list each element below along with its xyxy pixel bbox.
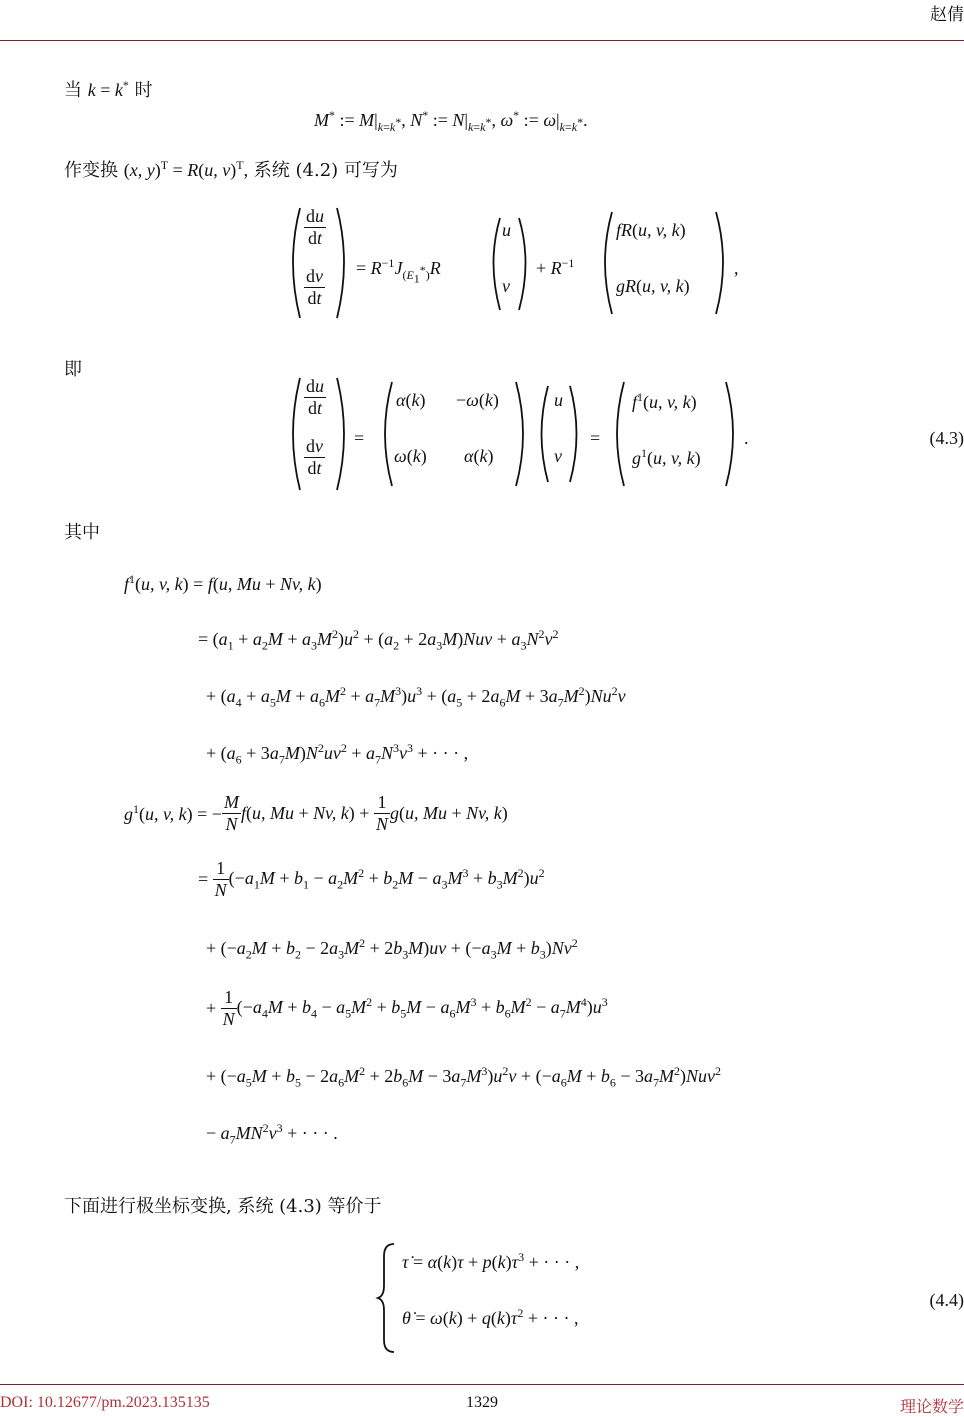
when-time-word: 时: [135, 80, 153, 101]
polar-transform-line: 下面进行极坐标变换, 系统 (4.3) 等价于: [64, 1192, 382, 1218]
g1-line-2: = $\frac{1}{N}$ $(-a_1M + b_1 - a_2M^2 + b_2M - a_3M^3 + b_3M^2)u^2$: [198, 858, 545, 901]
vec-v: v: [502, 276, 510, 297]
author-name: 赵倩: [930, 0, 964, 25]
equation-number-43: (4.3): [930, 428, 964, 449]
f1-uvk: $f^1(u$, v, k): [632, 390, 697, 413]
footer-rule: [0, 1384, 964, 1385]
transform-line: 作变换 (x, y)$^T$ = R(u, v)$^T$, 系统 (4.2) 可写为: [64, 156, 398, 182]
alpha-k-11: α(k): [396, 390, 425, 411]
equals-43a: =: [354, 428, 364, 449]
dv-dt: $\frac{dv}{dt}$: [304, 266, 325, 309]
where-word: 其中: [64, 518, 100, 544]
matrix-equation-1-brackets: [0, 200, 964, 340]
theta-equation: θ̇ = $\omega(k) + q(k)\tau^2$ + · · · ,: [402, 1306, 578, 1329]
tau-equation: τ̇ = $\alpha(k)\tau + p(k)\tau^3$ + · · · ,: [402, 1250, 579, 1273]
minus-omega-k-12: −ω(k): [456, 390, 499, 411]
alpha-k-22: α(k): [464, 446, 493, 467]
journal-name[interactable]: 理论数学: [900, 1394, 964, 1417]
vec-u-43: u: [554, 390, 563, 411]
plus-rinv: + $R^{-1}$: [536, 256, 574, 279]
f1-line-4: + $(a_6 + 3a_7M)N^2uv^2 + a_7N^3v^3$ + · · · ,: [206, 741, 468, 768]
omega-k-21: ω(k): [394, 446, 427, 467]
namely-word: 即: [64, 355, 82, 381]
equation-number-44: (4.4): [930, 1290, 964, 1311]
rinv-jacobian: = $R^{-1}J_{(E_1^*)}R$: [356, 256, 441, 286]
star-definitions: M* := $M|_{k=k^*}$, N* := $N|_{k=k^*}$, ω* := $\omega|_{k=k^*}$.: [314, 108, 588, 135]
g1-uvk: $g^1(u$, v, k): [632, 446, 701, 469]
vec-u: u: [502, 220, 511, 241]
f1-line-3: + $(a_4 + a_5M + a_6M^2 + a_7M^3)u^3 + (a_5 + 2a_6M + 3a_7M^2)Nu^2v$: [206, 684, 626, 711]
dv-dt-43: $\frac{dv}{dt}$: [304, 436, 325, 479]
du-dt: $\frac{du}{dt}$: [304, 206, 326, 249]
gR: gR(u, v, k): [616, 276, 690, 297]
vec-v-43: v: [554, 446, 562, 467]
equals-43b: =: [590, 428, 600, 449]
f1-line-2: = $(a_1 + a_2M + a_3M^2)u^2 + (a_2 + 2a_3M)Nuv + a_3N^2v^2$: [198, 627, 558, 654]
g1-line-3: + $(-a_2M + b_2 - 2a_3M^2 + 2b_3M)uv + (-a_3M + b_3)Nv^2$: [206, 936, 578, 963]
g1-line-1: $g^1(u$, v, k) = − $\frac{M}{N}$ f(u, Mu + Nv, k) + $\frac{1}{N}$ g(u, Mu + Nv, k): [124, 792, 508, 835]
g1-line-5: + $(-a_5M + b_5 - 2a_6M^2 + 2b_6M - 3a_7M^3)u^2v + (-a_6M + b_6 - 3a_7M^2)Nuv^2$: [206, 1064, 721, 1091]
period-43: .: [744, 428, 749, 449]
header-rule: [0, 40, 964, 41]
comma: ,: [734, 258, 739, 279]
when-word: 当: [64, 80, 82, 101]
du-dt-43: $\frac{du}{dt}$: [304, 376, 326, 419]
g1-line-4: + $\frac{1}{N}$ $(-a_4M + b_4 - a_5M^2 + b_5M - a_6M^3 + b_6M^2 - a_7M^4)u^3$: [206, 987, 608, 1030]
g1-line-6: − $a_7MN^2v^3$ + · · · .: [206, 1121, 338, 1148]
page-number: 1329: [466, 1394, 498, 1412]
f1-line-1: $f^1(u$, v, k) = f(u, Mu + Nv, k): [124, 572, 322, 595]
fR: fR(u, v, k): [616, 220, 686, 241]
doi-link[interactable]: DOI: 10.12677/pm.2023.135135: [0, 1394, 210, 1412]
when-line: 当 k = k* 时: [64, 76, 153, 102]
